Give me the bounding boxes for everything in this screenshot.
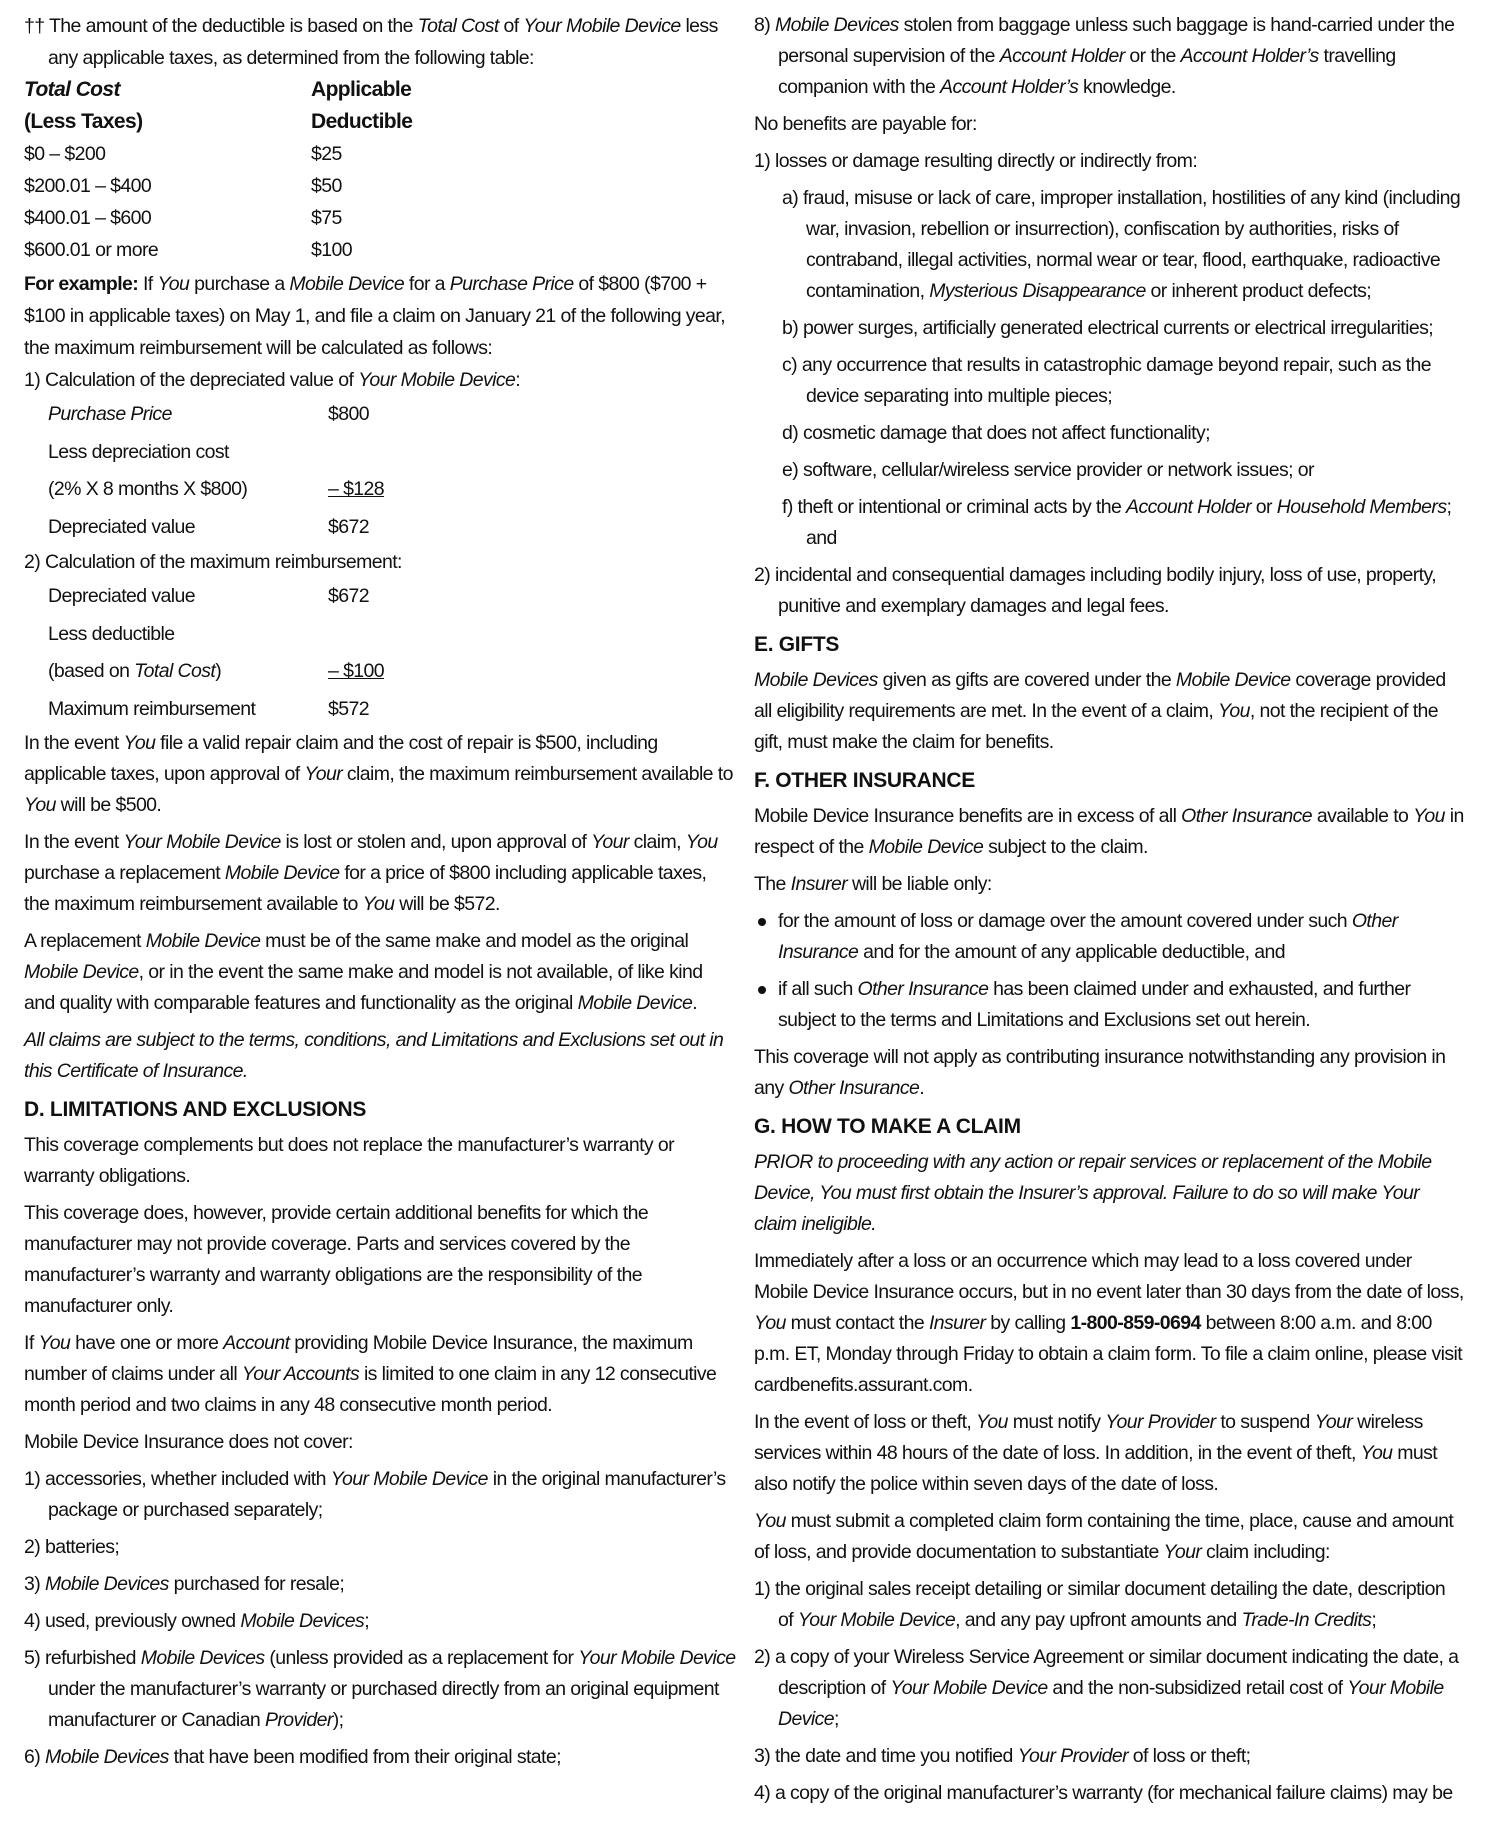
calc-label: Maximum reimbursement bbox=[48, 697, 256, 720]
section-g-para-1: PRIOR to proceeding with any action or repair services or replacement of the Mobile Device, You must first obtain the Insurer’s approval. Failure to do so will make Your claim ineligible. bbox=[754, 1151, 1432, 1235]
calc-value: $800 bbox=[328, 403, 369, 425]
calc-reimbursement bbox=[24, 578, 736, 728]
exclusion-item: 1) accessories, whether included with Your Mobile Device in the original manufacturer’s package or purchased separately; bbox=[24, 1468, 726, 1521]
deductible-intro: †† The amount of the deductible is based on the Total Cost of Your Mobile Device less any applicable taxes, as determined from the following table: bbox=[24, 15, 718, 69]
exclusion-item: 2) batteries; bbox=[24, 1536, 120, 1558]
table-cell: $100 bbox=[311, 239, 352, 261]
calc-value: $672 bbox=[328, 585, 369, 607]
section-e-heading: E. GIFTS bbox=[754, 633, 840, 656]
repair-claim-paragraph: In the event You file a valid repair claim and the cost of repair is $500, including applicable taxes, upon approval of Your claim, the maximum reimbursement available to You will be $500. bbox=[24, 732, 733, 816]
section-g-para-3: In the event of loss or theft, You must notify Your Provider to suspend Your wireless services within 48 hours of the date of loss. In addition, in the event of theft, You must also notify the police within seven days of the date of loss. bbox=[754, 1411, 1438, 1495]
list-item: for the amount of loss or damage over the amount covered under such Other Insurance and for the amount of any applicable deductible, and bbox=[754, 906, 1464, 968]
exclusion-item: 5) refurbished Mobile Devices (unless provided as a replacement for Your Mobile Device under the manufacturer’s warranty or purchased directly from an original equipment manufacturer or Canadian Provider); bbox=[24, 1647, 736, 1731]
calc-value bbox=[328, 616, 736, 654]
section-d-para-1: This coverage complements but does not replace the manufacturer’s warranty or warranty obligations. bbox=[24, 1134, 675, 1187]
calc-label: Less deductible bbox=[48, 622, 175, 645]
section-f-para-2: The Insurer will be liable only: bbox=[754, 873, 992, 895]
table-cell: $0 – $200 bbox=[24, 143, 106, 165]
list-item: if all such Other Insurance has been claimed under and exhausted, and further subject to the terms and Limitations and Exclusions set out herein. bbox=[754, 974, 1464, 1036]
left-column bbox=[24, 10, 736, 1828]
no-benefits-subitem: d) cosmetic damage that does not affect functionality; bbox=[782, 422, 1210, 444]
section-d-para-2: This coverage does, however, provide certain additional benefits for which the manufacturer may not provide coverage. Parts and services covered by the manufacturer’s warranty and warranty obligations are the responsibility of the manufacturer only. bbox=[24, 1202, 649, 1317]
no-benefits-intro: No benefits are payable for: bbox=[754, 113, 977, 135]
no-benefits-subitem: b) power surges, artificially generated electrical currents or electrical irregularities; bbox=[782, 317, 1434, 339]
section-d-heading: D. LIMITATIONS AND EXCLUSIONS bbox=[24, 1098, 367, 1121]
calc-value: – $100 bbox=[328, 660, 385, 682]
calc-label: Depreciated value bbox=[48, 585, 195, 607]
liability-list bbox=[754, 906, 1464, 1036]
calc-value: $572 bbox=[328, 697, 369, 720]
table-cell: $25 bbox=[311, 143, 342, 165]
exclusion-item: 3) Mobile Devices purchased for resale; bbox=[24, 1573, 345, 1595]
calc-label: (based on Total Cost) bbox=[48, 660, 222, 682]
claim-doc-item: 4) a copy of the original manufacturer’s warranty (for mechanical failure claims) may be bbox=[754, 1782, 1453, 1804]
claim-doc-item: 3) the date and time you notified Your Provider of loss or theft; bbox=[754, 1745, 1251, 1767]
calc-label: Depreciated value bbox=[48, 515, 195, 538]
exclusion-item: 4) used, previously owned Mobile Devices; bbox=[24, 1610, 370, 1632]
exclusion-item: 6) Mobile Devices that have been modified from their original state; bbox=[24, 1746, 561, 1768]
right-column bbox=[754, 10, 1464, 1828]
section-f-para-1: Mobile Device Insurance benefits are in excess of all Other Insurance available to You in respect of the Mobile Device subject to the claim. bbox=[754, 805, 1464, 858]
table-cell: $75 bbox=[311, 207, 342, 229]
section-e-para: Mobile Devices given as gifts are covered under the Mobile Device coverage provided all eligibility requirements are met. In the event of a claim, You, not the recipient of the gift, must make the claim for benefits. bbox=[754, 669, 1446, 753]
claims-subject-paragraph: All claims are subject to the terms, conditions, and Limitations and Exclusions set out in this Certificate of Insurance. bbox=[24, 1029, 724, 1082]
table-cell: $50 bbox=[311, 175, 342, 197]
deductible-table bbox=[24, 74, 736, 266]
table-header-total-cost: Total Cost (Less Taxes) bbox=[24, 78, 143, 133]
no-benefits-item: 1) losses or damage resulting directly or indirectly from: bbox=[754, 150, 1198, 172]
calc-label: (2% X 8 months X $800) bbox=[48, 478, 248, 500]
calc-label: Purchase Price bbox=[48, 403, 172, 425]
section-d-para-3: If You have one or more Account providing Mobile Device Insurance, the maximum number of claims under all Your Accounts is limited to one claim in any 12 consecutive month period and two claims in any 48 consecutive month period. bbox=[24, 1332, 717, 1416]
step-2-heading: 2) Calculation of the maximum reimbursement: bbox=[24, 551, 402, 573]
section-g-heading: G. HOW TO MAKE A CLAIM bbox=[754, 1115, 1021, 1138]
section-g-para-4: You must submit a completed claim form containing the time, place, cause and amount of loss, and provide documentation to substantiate Your claim including: bbox=[754, 1510, 1454, 1563]
replacement-paragraph: A replacement Mobile Device must be of the same make and model as the original Mobile Device, or in the event the same make and model is not available, of like kind and quality with comparable features and functionality as the original Mobile Device. bbox=[24, 930, 703, 1014]
lost-stolen-paragraph: In the event Your Mobile Device is lost or stolen and, upon approval of Your claim, You purchase a replacement Mobile Device for a price of $800 including applicable taxes, the maximum reimbursement available to You will be $572. bbox=[24, 831, 718, 915]
no-benefits-subitem: a) fraud, misuse or lack of care, improper installation, hostilities of any kind (including war, invasion, rebellion or insurrection), confiscation by authorities, risks of contraband, illegal activities, normal wear or tear, flood, earthquake, radioactive contamination, Mysterious Disappearance or inherent product defects; bbox=[782, 187, 1461, 302]
calc-depreciation bbox=[24, 396, 736, 546]
table-cell: $400.01 – $600 bbox=[24, 207, 152, 229]
no-benefits-subitem: e) software, cellular/wireless service provider or network issues; or bbox=[782, 459, 1314, 481]
claim-doc-item: 1) the original sales receipt detailing or similar document detailing the date, description of Your Mobile Device, and any pay upfront amounts and Trade-In Credits; bbox=[754, 1578, 1446, 1631]
calc-value: $672 bbox=[328, 515, 369, 538]
calc-value: – $128 bbox=[328, 478, 385, 500]
exclusion-item: 8) Mobile Devices stolen from baggage unless such baggage is hand-carried under the personal supervision of the Account Holder or the Account Holder’s travelling companion with the Account Holder’s knowledge. bbox=[754, 14, 1455, 98]
claim-doc-item: 2) a copy of your Wireless Service Agreement or similar document indicating the date, a description of Your Mobile Device and the non-subsidized retail cost of Your Mobile Device; bbox=[754, 1646, 1459, 1730]
section-f-para-3: This coverage will not apply as contributing insurance notwithstanding any provision in any Other Insurance. bbox=[754, 1046, 1446, 1099]
claims-phone-number: 1-800-859-0694 bbox=[1070, 1312, 1201, 1334]
table-header-deductible: Applicable Deductible bbox=[311, 78, 413, 133]
no-benefits-subitem: c) any occurrence that results in catastrophic damage beyond repair, such as the device separating into multiple pieces; bbox=[782, 354, 1431, 407]
table-cell: $200.01 – $400 bbox=[24, 175, 152, 197]
section-d-para-4: Mobile Device Insurance does not cover: bbox=[24, 1431, 353, 1453]
table-cell: $600.01 or more bbox=[24, 239, 159, 261]
section-f-heading: F. OTHER INSURANCE bbox=[754, 769, 975, 792]
calc-value bbox=[328, 434, 736, 472]
step-1-heading: 1) Calculation of the depreciated value of Your Mobile Device: bbox=[24, 369, 521, 391]
calc-label: Less depreciation cost bbox=[48, 440, 229, 463]
section-g-para-2: Immediately after a loss or an occurrence which may lead to a loss covered under Mobile Device Insurance occurs, but in no event later than 30 days from the date of loss, You must contact the Insurer by calling 1-800-859-0694 between 8:00 a.m. and 8:00 p.m. ET, Monday through Friday to obtain a claim form. To file a claim online, please visit cardbenefits.assurant.com. bbox=[754, 1250, 1464, 1396]
no-benefits-item: 2) incidental and consequential damages including bodily injury, loss of use, property, punitive and exemplary damages and legal fees. bbox=[754, 564, 1437, 617]
no-benefits-subitem: f) theft or intentional or criminal acts by the Account Holder or Household Members; and bbox=[782, 496, 1452, 549]
example-paragraph: For example: If You purchase a Mobile Device for a Purchase Price of $800 ($700 + $100 in applicable taxes) on May 1, and file a claim on January 21 of the following year, the maximum reimbursement will be calculated as follows: bbox=[24, 273, 726, 359]
